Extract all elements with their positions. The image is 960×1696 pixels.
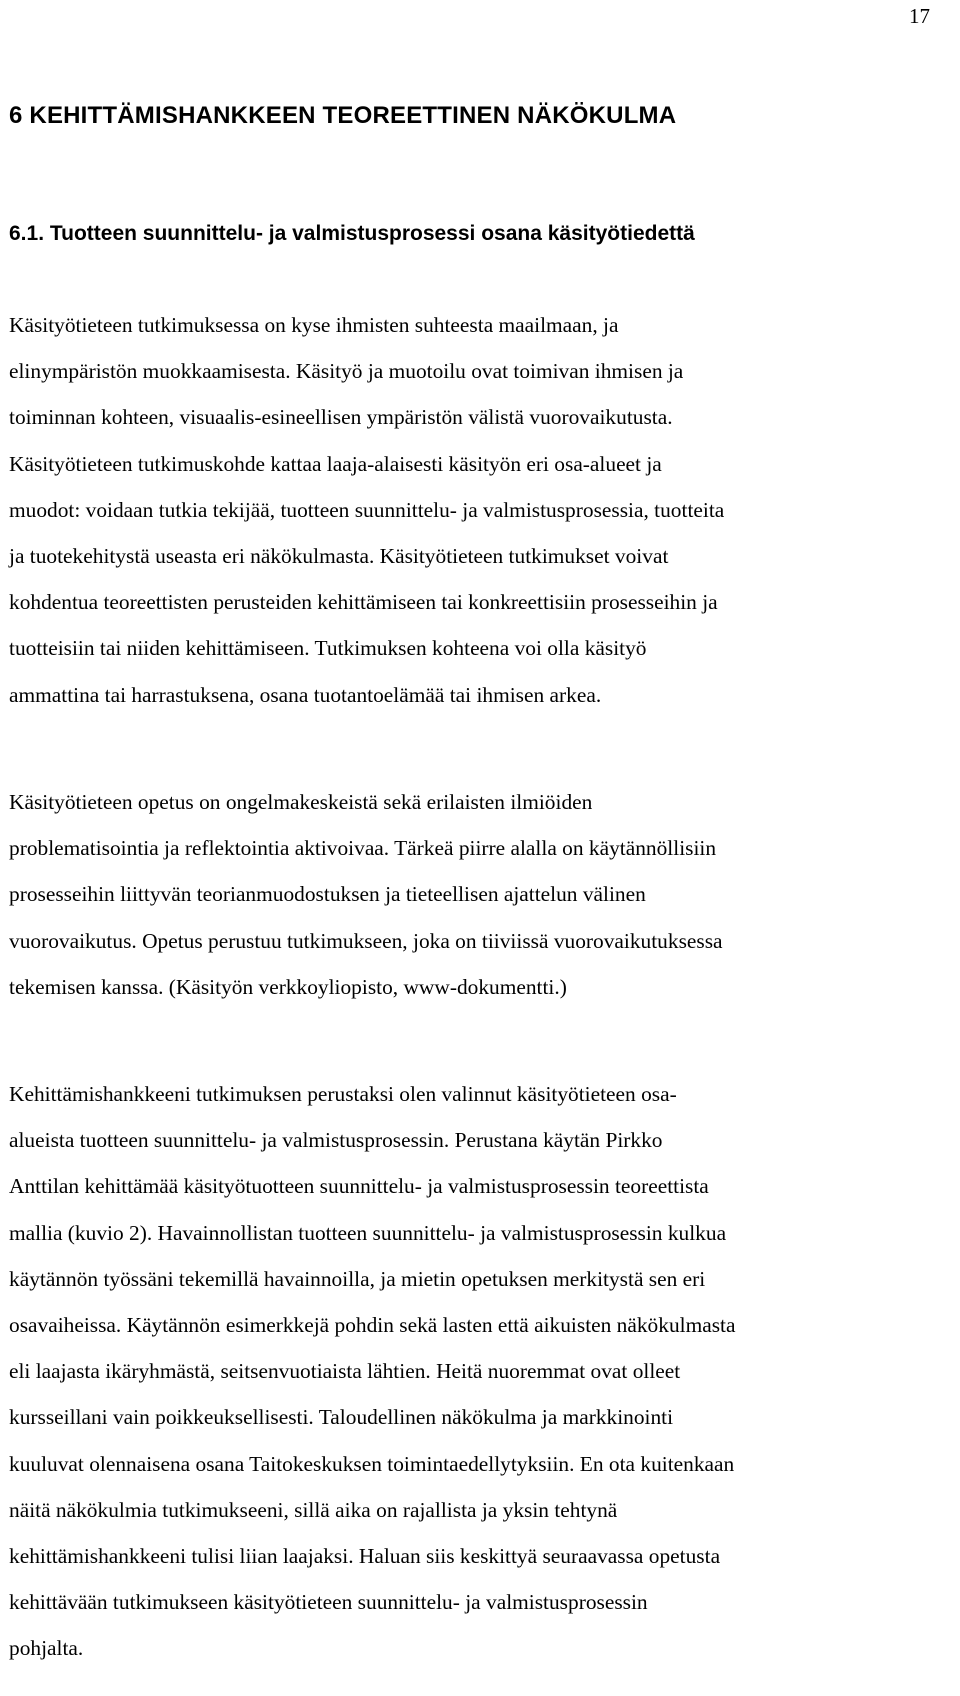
body-paragraph-2: Käsityötieteen opetus on ongelmakeskeistä sekä erilaisten ilmiöiden problematisointia ja reflektointia aktivoivaa. Tärkeä piirre alalla on käytännöllisiin prosesseihin liittyvän teorianmuodostuksen ja tieteellisen ajattelun välinen vuorovaikutus. Opetus perustuu tutkimukseen, joka on tiiviissä vuorovaikutuksessa tekemisen kanssa. (Käsityön verkkoyliopisto, www-dokumentti.) bbox=[9, 790, 723, 999]
chapter-heading: 6 KEHITTÄMISHANKKEEN TEOREETTINEN NÄKÖKULMA bbox=[9, 102, 677, 129]
section-heading: 6.1. Tuotteen suunnittelu- ja valmistusprosessi osana käsityötiedettä bbox=[9, 222, 695, 245]
page-number: 17 bbox=[909, 4, 930, 28]
body-paragraph-1: Käsityötieteen tutkimuksessa on kyse ihmisten suhteesta maailmaan, ja elinympäristön muokkaamisesta. Käsityö ja muotoilu ovat toimivan ihmisen ja toiminnan kohteen, visuaalis-esineellisen ympäristön välistä vuorovaikutusta. Käsityötieteen tutkimuskohde kattaa laaja-alaisesti käsityön eri osa-alueet ja muodot: voidaan tutkia tekijää, tuotteen suunnittelu- ja valmistusprosessia, tuotteita ja tuotekehitystä useasta eri näkökulmasta. Käsityötieteen tutkimukset voivat kohdentua teoreettisten perusteiden kehittämiseen tai konkreettisiin prosesseihin ja tuotteisiin tai niiden kehittämiseen. Tutkimuksen kohteena voi olla käsityö ammattina tai harrastuksena, osana tuotantoelämää tai ihmisen arkea. bbox=[9, 313, 725, 707]
body-paragraph-3: Kehittämishankkeeni tutkimuksen perustaksi olen valinnut käsityötieteen osa- alueista tuotteen suunnittelu- ja valmistusprosessin. Perustana käytän Pirkko Anttilan kehittämää käsityötuotteen suunnittelu- ja valmistusprosessin teoreettista mallia (kuvio 2). Havainnollistan tuotteen suunnittelu- ja valmistusprosessin kulkua käytännön työssäni tekemillä havainnoilla, ja mietin opetuksen merkitystä sen eri osavaiheissa. Käytännön esimerkkejä pohdin sekä lasten että aikuisten näkökulmasta eli laajasta ikäryhmästä, seitsenvuotiaista lähtien. Heitä nuoremmat ovat olleet kursseillani vain poikkeuksellisesti. Taloudellinen näkökulma ja markkinointi kuuluvat olennaisena osana Taitokeskuksen toimintaedellytyksiin. En ota kuitenkaan näitä näkökulmia tutkimukseeni, sillä aika on rajallista ja yksin tehtynä kehittämishankkeeni tulisi liian laajaksi. Haluan siis keskittyä seuraavassa opetusta kehittävään tutkimukseen käsityötieteen suunnittelu- ja valmistusprosessin pohjalta. bbox=[9, 1082, 736, 1661]
